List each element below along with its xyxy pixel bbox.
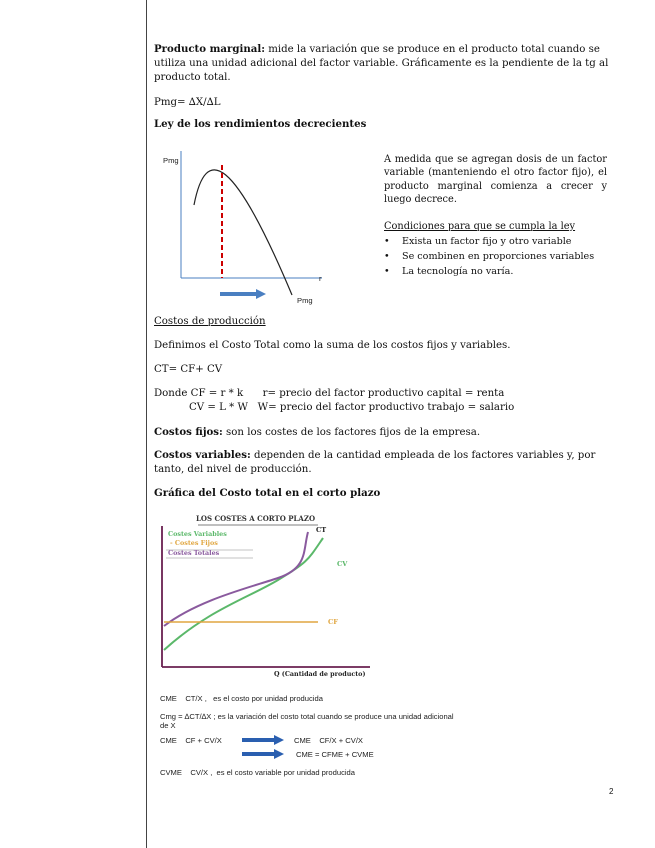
condicion-item-1: • Exista un factor fijo y otro variable bbox=[384, 236, 572, 247]
marginal-product-graph bbox=[154, 145, 334, 310]
cf-curve-label: CF bbox=[328, 618, 338, 626]
ct-formula: CT= CF+ CV bbox=[154, 364, 223, 375]
note-cme-total: CME = CFME + CVME bbox=[296, 750, 374, 759]
grafica-title: Gráfica del Costo total en el corto plazo bbox=[154, 487, 381, 499]
note-cmg-cont: de X bbox=[160, 721, 176, 730]
graph2-title: LOS COSTES A CORTO PLAZO bbox=[196, 514, 316, 523]
ct-definition: Definimos el Costo Total como la suma de los costos fijos y variables. bbox=[154, 340, 511, 351]
legend-costes-fijos: - Costes Fijos bbox=[170, 539, 218, 547]
variables-term: Costos variables: bbox=[154, 449, 251, 461]
margin-line bbox=[146, 0, 147, 848]
pmg-term: Producto marginal: bbox=[154, 43, 265, 55]
condicion-item-3: • La tecnología no varía. bbox=[384, 266, 514, 277]
note-cme-split: CME CF/X + CV/X bbox=[294, 736, 363, 745]
fijos-text: son los costes de los factores fijos de la empresa. bbox=[222, 427, 481, 438]
pmg-formula: Pmg= ∆X/∆L bbox=[154, 97, 221, 108]
note-cme: CME CT/X , es el costo por unidad producida bbox=[160, 694, 323, 703]
pmg-text: mide la variación que se produce en el producto total cuando se utiliza una unidad adicional del factor variable. Gráficamente es la pendiente de la tg al producto total. bbox=[154, 44, 609, 83]
graph1-bottom-label: Pmg bbox=[297, 296, 313, 305]
page-number: 2 bbox=[609, 787, 614, 796]
condicion-item-2: • Se combinen en proporciones variables bbox=[384, 251, 595, 262]
pmg-definition bbox=[154, 42, 616, 85]
costos-variables bbox=[154, 448, 616, 477]
arrow-icon bbox=[242, 735, 284, 745]
costos-fijos bbox=[154, 425, 616, 440]
graph1-x-label: r bbox=[319, 274, 322, 283]
variables-text: dependen de la cantidad empleada de los factores variables y, por tanto, del nivel de producción. bbox=[154, 450, 596, 475]
donde-line-1: Donde CF = r * k r= precio del factor productivo capital = renta bbox=[154, 388, 505, 399]
legend-costes-totales: Costes Totales bbox=[168, 549, 220, 557]
arrow-icon bbox=[242, 749, 284, 759]
cv-curve-label: CV bbox=[337, 560, 348, 568]
graph1-y-label: Pmg bbox=[163, 156, 179, 165]
note-cmg: Cmg = ∆CT/∆X ; es la variación del costo total cuando se produce una unidad adicional bbox=[160, 712, 454, 721]
costos-title: Costos de producción bbox=[154, 316, 266, 327]
graph2-x-label: Q (Cantidad de producto) bbox=[274, 670, 366, 678]
note-cme-sum: CME CF + CV/X bbox=[160, 736, 222, 745]
condiciones-title: Condiciones para que se cumpla la ley bbox=[384, 221, 576, 232]
ley-title: Ley de los rendimientos decrecientes bbox=[154, 118, 367, 130]
note-cvme: CVME CV/X , es el costo variable por unidad producida bbox=[160, 768, 356, 777]
ley-text: A medida que se agregan dosis de un factor variable (manteniendo el otro factor fijo), el producto marginal comienza a crecer y luego decrece. bbox=[384, 154, 607, 205]
legend-costes-variables: Costes Variables bbox=[168, 530, 227, 538]
donde-line-2: CV = L * W W= precio del factor productivo trabajo = salario bbox=[189, 402, 515, 413]
fijos-term: Costos fijos: bbox=[154, 426, 223, 438]
ct-curve-label: CT bbox=[316, 526, 327, 534]
